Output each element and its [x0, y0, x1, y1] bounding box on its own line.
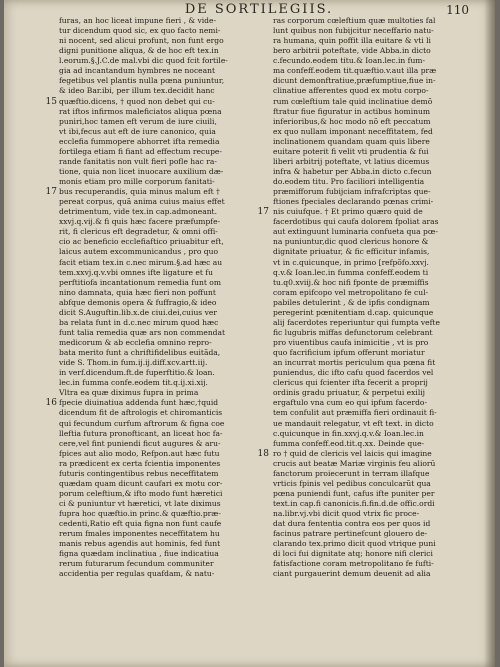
text-line — [59, 439, 264, 449]
text-line — [59, 479, 264, 489]
text-line — [59, 157, 264, 167]
line-text: ni nocent, sed alicui profunt, non funt ergo — [59, 36, 224, 46]
text-line — [273, 227, 478, 237]
line-text: q.v.& Ioan.lec.in fumma confeff.eodem ti — [273, 267, 429, 277]
line-text: digni punitione aliqua, & de hoc eft tex.in — [59, 46, 219, 56]
line-text: fpecie diuinatiua addenda funt hæc,†quid — [59, 398, 219, 408]
text-line — [273, 16, 478, 26]
text-line — [273, 569, 478, 579]
text-line — [273, 217, 478, 227]
text-line — [273, 127, 478, 137]
text-line — [273, 258, 478, 268]
line-text: an incurrat mortis periculum qua pœna fit — [273, 358, 436, 368]
line-text: quæftio.dicens, † quod non debet qui cu- — [59, 96, 215, 106]
text-line — [59, 519, 264, 529]
text-line — [273, 268, 478, 278]
text-line — [273, 167, 478, 177]
text-line — [59, 358, 264, 368]
text-line — [273, 46, 478, 56]
line-text: quo facrificium ipfum offerunt moriatur — [273, 348, 425, 358]
line-text: facinus patrare pertinefcunt glouero de- — [273, 529, 428, 539]
line-text: furas, an hoc liceat impune fieri , & vide- — [59, 16, 217, 25]
text-line — [273, 519, 478, 529]
text-line — [257, 448, 478, 459]
text-line — [59, 559, 264, 569]
line-text: bus recuperandis, quia minus malum eft † — [59, 187, 220, 197]
line-text: bata merito funt a chriftifidelibus euitãda, — [59, 348, 221, 358]
line-text: figna quædam inclinatiua , fiue indicatiua — [59, 549, 219, 559]
line-text: fatisfactione coram metropolitano fe fufti- — [273, 559, 434, 569]
text-line — [59, 36, 264, 46]
text-line — [273, 388, 478, 398]
text-line — [59, 469, 264, 479]
line-text: ra humana, quin poffit illa euitare & vti li — [273, 36, 431, 46]
text-line — [59, 378, 264, 388]
text-line — [273, 338, 478, 348]
line-text: xxvj.q.vij.& fi quis hæc facere præfumpfe- — [59, 217, 221, 227]
text-line — [273, 76, 478, 86]
line-text: medicorum & ab ecclefia omnino repro- — [59, 338, 212, 347]
text-line — [273, 187, 478, 197]
line-text: ro † quid de clericis vel laicis qui imagine — [273, 448, 432, 458]
line-text: ue mandauit relegatur, vt eft text. in dicto — [273, 418, 434, 428]
line-text: accidentia per regulas quafdam, & natu- — [59, 569, 215, 579]
text-line — [59, 107, 264, 117]
line-text: vt ibi,fecus aut eft de iure canonico, quia — [59, 126, 216, 136]
text-line — [273, 278, 478, 288]
text-line — [273, 368, 478, 378]
text-line — [59, 348, 264, 358]
text-line — [273, 147, 478, 157]
line-text: infra & habetur per Abba.in dicto c.fecun — [273, 166, 432, 176]
text-line — [273, 559, 478, 569]
text-line — [59, 318, 264, 328]
text-line — [273, 429, 478, 439]
line-text: ras corporum cœleftium quæ multoties fal — [273, 16, 436, 25]
line-text: liberi arbitrij poteftate, vt latius dicemus — [273, 156, 430, 166]
line-text: nino damnata, quia hæc fieri non poffunt — [59, 287, 216, 297]
text-line — [59, 539, 264, 549]
text-line — [59, 217, 264, 227]
line-text: laicus autem excommunicandus , pro quo — [59, 247, 219, 257]
text-line — [59, 429, 264, 439]
text-line — [59, 147, 264, 157]
text-line — [273, 499, 478, 509]
text-line — [59, 328, 264, 338]
line-text: dicunt demonftratiue,præfumptiue,fiue in- — [273, 76, 436, 86]
line-text: clericus qui fcienter ifta fecerit a proprij — [273, 378, 428, 388]
text-line — [59, 459, 264, 469]
text-line — [59, 127, 264, 137]
marginal-number: 17 — [257, 207, 269, 218]
line-text: pereat corpus, quã anima cuius maius effet — [59, 197, 225, 207]
text-line — [273, 117, 478, 127]
line-text: ex quo nullam imponant neceffitatem, fed — [273, 126, 433, 136]
text-line — [59, 207, 264, 217]
line-text: futuris contingentibus rebus neceffitatem — [59, 468, 219, 478]
text-line — [273, 408, 478, 418]
line-text: manis rebus agendis aut hominis, fed funt — [59, 539, 221, 549]
page-edge-shadow — [484, 0, 495, 667]
line-text: dicendum fit de aftrologis et chiromanticis — [59, 408, 223, 418]
line-text: ordinis gradu priuatur, & perpetui exilij — [273, 388, 425, 398]
text-line — [59, 569, 264, 579]
text-line — [59, 499, 264, 509]
line-text: ftiones fpeciales declarando pœnas crimi- — [273, 197, 434, 207]
line-text: qui fecundum curfum aftrorum & figna coe — [59, 418, 225, 428]
text-line — [273, 97, 478, 107]
text-line — [273, 298, 478, 308]
text-line — [273, 419, 478, 429]
line-text: nis cuiufque. † Et primo quæro quid de — [273, 207, 423, 217]
line-text: cedenti,Ratio eft quia figna non funt caufe — [59, 519, 222, 529]
line-text: di loci fui dignitate atq; honore nifi clerici — [273, 549, 433, 559]
line-text: fanctorum proiecerunt in terram illafque — [273, 468, 430, 478]
marginal-number: 18 — [257, 448, 269, 459]
text-line — [59, 489, 264, 499]
text-line — [273, 398, 478, 408]
line-text: & ideo Bar.ibi, per illum tex.decidit hanc — [59, 86, 215, 96]
line-text: porum celeftium,& ifto modo funt hæretici — [59, 488, 223, 498]
text-line — [273, 36, 478, 46]
text-line — [59, 177, 264, 187]
line-text: detrimentum, vide tex.in cap.admoneant. — [59, 207, 217, 217]
text-line — [273, 308, 478, 318]
text-line — [273, 378, 478, 388]
text-line — [273, 328, 478, 338]
text-line — [273, 358, 478, 368]
line-text: crucis aut beatæ Mariæ virginis feu aliorū — [273, 458, 436, 468]
text-line — [59, 419, 264, 429]
left-text-column — [45, 16, 264, 580]
text-line — [273, 137, 478, 147]
text-line — [273, 237, 478, 247]
line-text: pabiles detulerint , & de ipfis condignam — [273, 297, 430, 307]
line-text: monis etiam pro mille corporum fanitati- — [59, 177, 215, 186]
text-line — [273, 529, 478, 539]
text-line — [273, 247, 478, 257]
line-text: peregerint pœnitentiam d.cap. quicunque — [273, 307, 434, 317]
text-line — [59, 167, 264, 177]
text-line — [273, 56, 478, 66]
line-text: facit etiam tex.in c.nec mirum.§.ad hæc au — [59, 257, 223, 267]
text-line — [59, 308, 264, 318]
line-text: inclinationem quandam quam quis libere — [273, 136, 430, 146]
line-text: inferioribus,& hoc modo nõ eft peccatum — [273, 116, 431, 126]
line-text: ra prædicent ex certa fcientia imponentes — [59, 458, 221, 468]
line-text: na.libr.vj.vbi dicit quod vtrix fic proce- — [273, 509, 420, 519]
line-text: tur dicendum quod sic, ex quo facto nemi- — [59, 26, 221, 36]
line-text: Vltra ea quæ diximus fupra in prima — [59, 388, 199, 398]
text-line — [59, 449, 264, 459]
line-text: c.quicunque in fin.xxvj.q.v.& Ioan.lec.in — [273, 428, 424, 438]
line-text: clinatiue afferentes quod ex motu corpo- — [273, 86, 429, 96]
text-line — [273, 66, 478, 76]
line-text: in verf.dicendum.ft.de fuperftitio.& loan. — [59, 368, 215, 378]
text-line — [59, 137, 264, 147]
text-line — [59, 509, 264, 519]
line-text: na puniuntur,dic quod clericus honore & — [273, 237, 429, 247]
text-line — [59, 247, 264, 257]
text-line — [59, 76, 264, 86]
running-title: DE SORTILEGIIS. — [184, 2, 334, 17]
line-text: euitare poterit fi velit vti prudentia & fui — [273, 146, 429, 156]
line-text: funt talia remedia quæ ars non commendat — [59, 327, 226, 337]
line-text: fegetibus vel plantis nulla pœna puniuntur, — [59, 76, 225, 86]
line-text: lunt quibus non fubijcitur neceffario natu- — [273, 26, 434, 36]
line-text: rit, fi clericus eft degradetur, & omni offi- — [59, 227, 218, 237]
text-line — [59, 26, 264, 36]
text-line — [273, 318, 478, 328]
line-text: fic lugubris miffas defunctorum celebrant — [273, 327, 433, 337]
folio-number: 110 — [446, 3, 469, 17]
line-text: dat dura fententia contra eos per quos id — [273, 519, 431, 529]
text-line — [59, 237, 264, 247]
line-text: cio ac beneficio ecclefiaftico priuabitur eft, — [59, 237, 224, 247]
line-text: rat iftos infirmos maleficiatos aliqua pœna — [59, 106, 222, 116]
text-line — [273, 439, 478, 449]
text-line — [59, 16, 264, 26]
line-text: lec.in fumma confe.eodem tit.q.ij.xi.xij. — [59, 378, 208, 388]
line-text: pœna puniendi funt, cafus ifte puniter per — [273, 488, 435, 498]
text-line — [59, 338, 264, 348]
text-line — [273, 177, 478, 187]
text-line — [59, 368, 264, 378]
text-line — [59, 117, 264, 127]
text-line — [59, 278, 264, 288]
text-line — [273, 288, 478, 298]
line-text: ftratur fiue figuratur in actibus hominum — [273, 106, 430, 116]
line-text: tu.q0.xviij.& hoc nifi fponte de præmiffis — [273, 277, 429, 287]
line-text: clarando tex.primo dicit quod vtrique puni — [273, 539, 436, 549]
line-text: præmifforum fubijciam infrafcriptas que- — [273, 187, 431, 197]
line-text: bero arbitrii poteftate, vide Abba.in dicto — [273, 46, 431, 56]
line-text: dicit S.Auguftin.lib.x.de ciui.dei,cuius ver — [59, 307, 217, 317]
line-text: c.fecundo.eodem titu.& Ioan.lec.in fum- — [273, 56, 426, 66]
line-text: gia ad incantandum hymbres ne noceant — [59, 66, 216, 76]
line-text: facerdotibus qui caufa dolorem fpoliat aras — [273, 217, 439, 227]
text-line — [59, 66, 264, 76]
text-line — [59, 288, 264, 298]
line-text: alij facerdotes reperiuntur qui fumpta vefte — [273, 317, 440, 327]
text-line — [273, 539, 478, 549]
text-line — [273, 469, 478, 479]
line-text: fumma confeff.eod.tit.q.xx. Deinde que- — [273, 438, 425, 448]
marginal-number: 17 — [45, 187, 57, 198]
line-text: tem.xxvj.q.v.vbi omnes ifte ligature et fu — [59, 267, 213, 277]
line-text: ba relata funt in d.c.nec mirum quod hæc — [59, 317, 219, 327]
line-text: fpices aut alio modo, Refpon.aut hæc futu — [59, 448, 220, 458]
text-line — [273, 86, 478, 96]
line-text: rum cœleftium tale quid inclinatiue demõ — [273, 96, 433, 106]
text-line — [59, 268, 264, 278]
line-text: coram epifcopo vel metropolitano fe cul- — [273, 287, 429, 297]
line-text: ciant purgauerint demum deuenit ad alia — [273, 569, 431, 579]
line-text: ergaftulo vna cum eo qui ipfum facerdo- — [273, 398, 427, 408]
text-line — [273, 157, 478, 167]
text-line — [273, 459, 478, 469]
text-line — [59, 46, 264, 56]
line-text: fortilega etiam fi fiant ad effectum recupe- — [59, 146, 222, 156]
text-line — [273, 107, 478, 117]
text-line — [273, 479, 478, 489]
text-line — [273, 509, 478, 519]
line-text: rande fanitatis non vult fieri pofle hac ra- — [59, 156, 217, 166]
text-line — [59, 258, 264, 268]
line-text: ecclefia fummopere abhorret ifta remedia — [59, 136, 220, 146]
text-line — [59, 227, 264, 237]
line-text: abfque demonis opera & fuffragio,& ideo — [59, 297, 217, 307]
text-line — [59, 529, 264, 539]
line-text: fupra hoc quæftio.in princ.& quæftio.præ- — [59, 509, 221, 519]
text-line — [45, 398, 264, 409]
right-text-column — [257, 16, 478, 580]
text-line — [45, 187, 264, 198]
line-text: cere,vel fint puniendi ficut augures & aru- — [59, 438, 221, 448]
line-text: vide S. Thom.in fum.ij.ij.diff.xcv.artt.iij. — [59, 358, 208, 368]
line-text: pro viuentibus caufa inimicitie , vt is pro — [273, 338, 429, 347]
marginal-number: 15 — [45, 96, 57, 107]
text-line — [59, 86, 264, 96]
line-text: vt in c.quicunque, in primo [refpõfo.xxvj. — [273, 257, 429, 267]
text-line — [59, 56, 264, 66]
text-line — [59, 197, 264, 207]
text-line — [257, 207, 478, 218]
line-text: perftitiofa incantationum remedia funt om — [59, 277, 221, 287]
text-line — [59, 298, 264, 308]
line-text: vrticis fpinis vel pedibus conculcarũt qua — [273, 478, 431, 488]
line-text: rerum fmales imponentes neceffitatem hu — [59, 529, 220, 539]
text-line — [45, 96, 264, 107]
line-text: tione, quia non licet inuocare auxilium dæ- — [59, 166, 224, 176]
line-text: ma confeff.eodem tit.quæftio.v.aut illa præ — [273, 66, 437, 76]
text-line — [273, 26, 478, 36]
line-text: ci & puniuntur vt hæretici, vt late diximus — [59, 499, 221, 508]
line-text: lleftia futura pronofticant, an liceat hoc fa- — [59, 428, 223, 438]
line-text: l.eorum.§.J.C.de mal.vbi dic quod fcit fortile- — [59, 56, 228, 66]
text-line — [273, 348, 478, 358]
text-line — [59, 408, 264, 418]
line-text: tem confulit aut præmiffa fieri ordinauit fi- — [273, 408, 437, 418]
text-line — [273, 197, 478, 207]
line-text: quædam quam dicunt caufari ex motu cor- — [59, 478, 223, 488]
text-line — [59, 549, 264, 559]
marginal-number: 16 — [45, 398, 57, 409]
line-text: rerum futurarum fecundum communiter — [59, 559, 214, 569]
line-text: aut extinguunt luminaria confueta qua pœ- — [273, 227, 438, 237]
line-text: text.in cap.fi canonicis.fi.fin.d.de offic.ordi — [273, 499, 435, 508]
text-line — [273, 549, 478, 559]
line-text: do.eodem titu. Pro faciliori intelligentia — [273, 177, 425, 186]
line-text: puniendus, dic ifto cafu quod facerdos vel — [273, 368, 434, 378]
line-text: dignitate priuatur, & fic efficitur infamis, — [273, 247, 430, 257]
text-line — [273, 489, 478, 499]
text-line — [59, 388, 264, 398]
line-text: puniri,hoc tamen eft verum de iure ciuili, — [59, 116, 217, 126]
book-page — [4, 0, 495, 667]
